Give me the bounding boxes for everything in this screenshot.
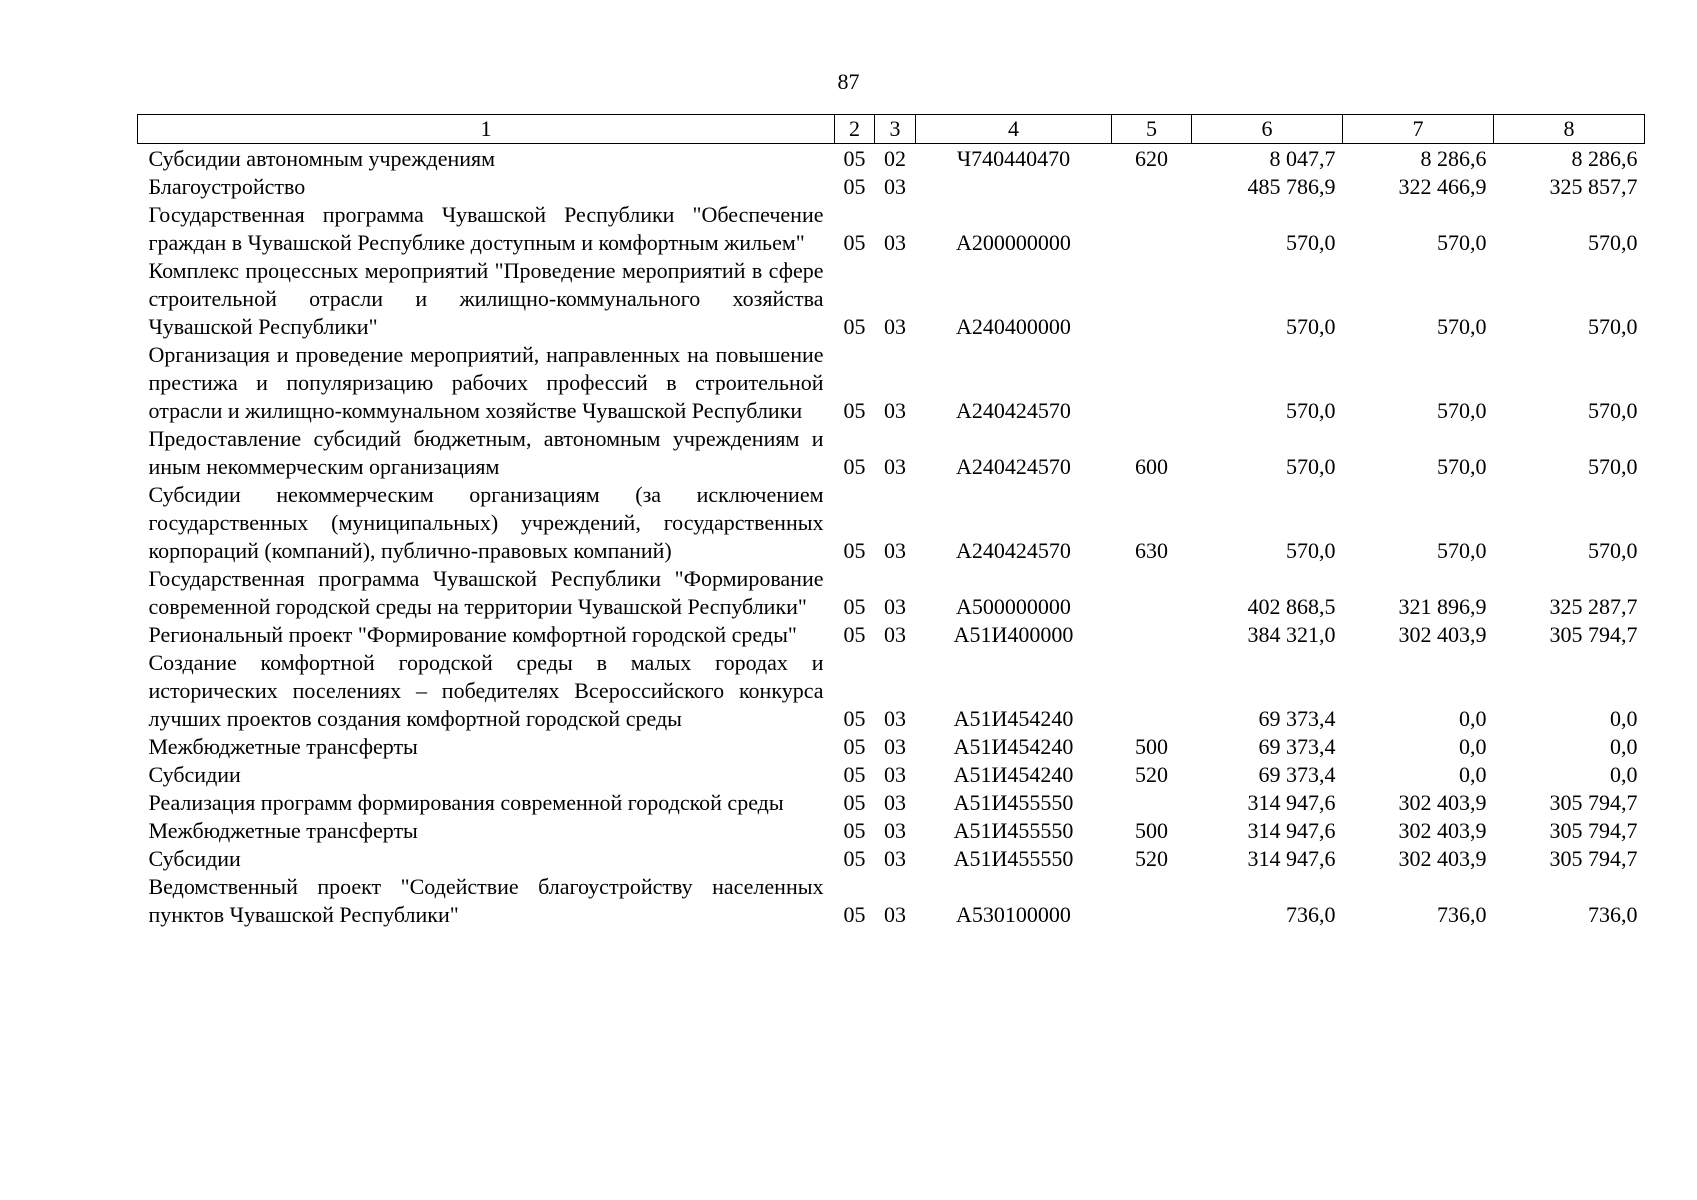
row-section: 05 <box>843 818 866 843</box>
row-amount-col8: 325 287,7 <box>1549 594 1638 619</box>
row-target-article: А51И454240 <box>953 706 1074 731</box>
row-amount-col8: 305 794,7 <box>1549 818 1638 843</box>
row-section: 05 <box>843 594 866 619</box>
row-amount-col6: 69 373,4 <box>1258 762 1336 787</box>
row-amount-col8: 0,0 <box>1610 706 1638 731</box>
row-section: 05 <box>843 902 866 927</box>
row-target-article: А51И455550 <box>953 846 1074 871</box>
row-section: 05 <box>843 762 866 787</box>
row-target-article: А200000000 <box>956 230 1071 255</box>
header-cell-4: 4 <box>916 115 1112 144</box>
row-amount-col6: 736,0 <box>1286 902 1336 927</box>
header-cell-6: 6 <box>1192 115 1343 144</box>
row-name: Комплекс процессных мероприятий "Проведение мероприятий в сфере строительной отрасли и жилищно-коммунального хозяйства Чувашской Республики" <box>148 258 824 339</box>
row-amount-col7: 570,0 <box>1437 454 1487 479</box>
header-cell-8: 8 <box>1494 115 1645 144</box>
page-number: 87 <box>837 69 860 94</box>
row-expense-type: 500 <box>1135 818 1168 843</box>
table-row <box>138 649 1645 733</box>
row-target-article: А240424570 <box>956 454 1071 479</box>
row-subsection: 03 <box>884 398 906 423</box>
row-name: Создание комфортной городской среды в малых городах и исторических поселениях – победителях Всероссийского конкурса лучших проектов создания комфортной городской среды <box>148 650 824 731</box>
row-section: 05 <box>843 706 866 731</box>
row-amount-col6: 8 047,7 <box>1269 146 1336 171</box>
header-cell-5: 5 <box>1112 115 1192 144</box>
row-amount-col8: 570,0 <box>1588 230 1638 255</box>
row-amount-col7: 302 403,9 <box>1398 818 1487 843</box>
row-amount-col8: 305 794,7 <box>1549 790 1638 815</box>
table-row <box>138 733 1645 761</box>
table-row <box>138 481 1645 565</box>
row-expense-type <box>1112 201 1192 257</box>
row-amount-col6: 570,0 <box>1286 538 1336 563</box>
row-amount-col7: 302 403,9 <box>1398 622 1487 647</box>
row-subsection: 03 <box>884 734 906 759</box>
row-amount-col6: 314 947,6 <box>1247 790 1336 815</box>
row-amount-col7: 0,0 <box>1459 734 1487 759</box>
row-expense-type: 630 <box>1135 538 1168 563</box>
header-cell-1: 1 <box>138 115 835 144</box>
row-name: Субсидии автономным учреждениям <box>148 146 496 171</box>
row-amount-col7: 321 896,9 <box>1398 594 1487 619</box>
row-amount-col7: 322 466,9 <box>1398 174 1487 199</box>
row-subsection: 03 <box>884 594 906 619</box>
row-name: Государственная программа Чувашской Республики "Обеспечение граждан в Чувашской Республике доступным и комфортным жильем" <box>148 202 824 255</box>
row-section: 05 <box>843 454 866 479</box>
header-cell-7: 7 <box>1343 115 1494 144</box>
row-amount-col8: 570,0 <box>1588 454 1638 479</box>
row-amount-col8: 305 794,7 <box>1549 622 1638 647</box>
row-amount-col7: 570,0 <box>1437 398 1487 423</box>
row-amount-col8: 570,0 <box>1588 538 1638 563</box>
row-amount-col7: 570,0 <box>1437 538 1487 563</box>
row-subsection: 03 <box>884 454 906 479</box>
row-amount-col8: 305 794,7 <box>1549 846 1638 871</box>
row-name: Межбюджетные трансферты <box>148 818 418 843</box>
row-amount-col7: 0,0 <box>1459 762 1487 787</box>
row-section: 05 <box>843 734 866 759</box>
row-amount-col6: 402 868,5 <box>1247 594 1336 619</box>
row-name: Организация и проведение мероприятий, направленных на повышение престижа и популяризацию рабочих профессий в строительной отрасли и жилищно-коммунальном хозяйстве Чувашской Республики <box>148 342 824 423</box>
row-section: 05 <box>843 314 866 339</box>
row-expense-type: 620 <box>1135 146 1168 171</box>
row-target-article: А530100000 <box>956 902 1071 927</box>
row-section: 05 <box>843 622 866 647</box>
row-amount-col6: 485 786,9 <box>1247 174 1336 199</box>
table-row <box>138 621 1645 649</box>
row-amount-col8: 570,0 <box>1588 314 1638 339</box>
row-expense-type <box>1112 649 1192 733</box>
row-subsection: 03 <box>884 846 906 871</box>
row-name: Реализация программ формирования современной городской среды <box>148 790 784 815</box>
row-amount-col6: 570,0 <box>1286 230 1336 255</box>
row-expense-type <box>1112 873 1192 929</box>
row-target-article: А51И455550 <box>953 790 1074 815</box>
row-amount-col7: 302 403,9 <box>1398 790 1487 815</box>
row-target-article: А51И454240 <box>953 734 1074 759</box>
row-expense-type <box>1112 565 1192 621</box>
row-expense-type <box>1112 173 1192 201</box>
row-name: Субсидии некоммерческим организациям (за исключением государственных (муниципальных) учреждений, государственных корпораций (компаний), публично-правовых компаний) <box>148 482 824 563</box>
row-amount-col7: 736,0 <box>1437 902 1487 927</box>
row-name: Региональный проект "Формирование комфортной городской среды" <box>148 622 797 647</box>
row-subsection: 03 <box>884 818 906 843</box>
row-subsection: 03 <box>884 762 906 787</box>
row-amount-col6: 314 947,6 <box>1247 818 1336 843</box>
row-amount-col6: 69 373,4 <box>1258 734 1336 759</box>
table-row <box>138 817 1645 845</box>
row-amount-col8: 8 286,6 <box>1571 146 1638 171</box>
row-subsection: 03 <box>884 902 906 927</box>
row-amount-col6: 570,0 <box>1286 454 1336 479</box>
row-subsection: 03 <box>884 174 906 199</box>
table-row <box>138 789 1645 817</box>
row-amount-col7: 302 403,9 <box>1398 846 1487 871</box>
row-amount-col6: 69 373,4 <box>1258 706 1336 731</box>
row-target-article: А51И455550 <box>953 818 1074 843</box>
row-expense-type <box>1112 257 1192 341</box>
row-subsection: 03 <box>884 706 906 731</box>
row-amount-col7: 570,0 <box>1437 314 1487 339</box>
row-name: Субсидии <box>148 846 241 871</box>
row-section: 05 <box>843 230 866 255</box>
table-row <box>138 845 1645 873</box>
row-expense-type: 520 <box>1135 762 1168 787</box>
row-amount-col7: 570,0 <box>1437 230 1487 255</box>
row-amount-col8: 736,0 <box>1588 902 1638 927</box>
table-row <box>138 257 1645 341</box>
table-row <box>138 201 1645 257</box>
row-subsection: 03 <box>884 538 906 563</box>
row-name: Благоустройство <box>148 174 306 199</box>
row-section: 05 <box>843 846 866 871</box>
row-expense-type: 520 <box>1135 846 1168 871</box>
row-expense-type <box>1112 789 1192 817</box>
table-row <box>138 565 1645 621</box>
row-name: Государственная программа Чувашской Республики "Формирование современной городской среды на территории Чувашской Республики" <box>148 566 824 619</box>
row-section: 05 <box>843 538 866 563</box>
table-row <box>138 173 1645 201</box>
row-expense-type <box>1112 341 1192 425</box>
table-row <box>138 144 1645 174</box>
row-amount-col8: 570,0 <box>1588 398 1638 423</box>
budget-table <box>137 114 1645 929</box>
row-expense-type <box>1112 621 1192 649</box>
row-section: 05 <box>843 790 866 815</box>
row-subsection: 03 <box>884 790 906 815</box>
table-row <box>138 341 1645 425</box>
row-expense-type: 600 <box>1135 454 1168 479</box>
row-section: 05 <box>843 174 866 199</box>
header-cell-3: 3 <box>875 115 916 144</box>
row-amount-col8: 0,0 <box>1610 734 1638 759</box>
row-name: Ведомственный проект "Содействие благоустройству населенных пунктов Чувашской Республики" <box>148 874 824 927</box>
row-expense-type: 500 <box>1135 734 1168 759</box>
row-target-article: А240424570 <box>956 398 1071 423</box>
row-target-article: А240400000 <box>956 314 1071 339</box>
table-header <box>138 115 1645 144</box>
row-amount-col8: 325 857,7 <box>1549 174 1638 199</box>
row-target-article: А51И400000 <box>953 622 1074 647</box>
table-row <box>138 761 1645 789</box>
row-amount-col6: 314 947,6 <box>1247 846 1336 871</box>
row-amount-col6: 570,0 <box>1286 314 1336 339</box>
row-amount-col8: 0,0 <box>1610 762 1638 787</box>
row-subsection: 03 <box>884 622 906 647</box>
row-subsection: 03 <box>884 230 906 255</box>
row-amount-col6: 384 321,0 <box>1247 622 1336 647</box>
row-amount-col7: 0,0 <box>1459 706 1487 731</box>
row-subsection: 03 <box>884 314 906 339</box>
table-row <box>138 873 1645 929</box>
row-name: Субсидии <box>148 762 241 787</box>
row-target-article: Ч740440470 <box>956 146 1071 171</box>
row-name: Предоставление субсидий бюджетным, автономным учреждениям и иным некоммерческим организациям <box>148 426 824 479</box>
row-target-article: А51И454240 <box>953 762 1074 787</box>
row-name: Межбюджетные трансферты <box>148 734 418 759</box>
table-row <box>138 425 1645 481</box>
table-body <box>138 144 1645 930</box>
row-target-article: А500000000 <box>956 594 1071 619</box>
row-section: 05 <box>843 398 866 423</box>
row-target-article <box>916 173 1112 201</box>
row-subsection: 02 <box>884 146 906 171</box>
row-target-article: А240424570 <box>956 538 1071 563</box>
header-cell-2: 2 <box>835 115 875 144</box>
row-amount-col6: 570,0 <box>1286 398 1336 423</box>
header-row <box>138 115 1645 144</box>
row-amount-col7: 8 286,6 <box>1420 146 1487 171</box>
row-section: 05 <box>843 146 866 171</box>
